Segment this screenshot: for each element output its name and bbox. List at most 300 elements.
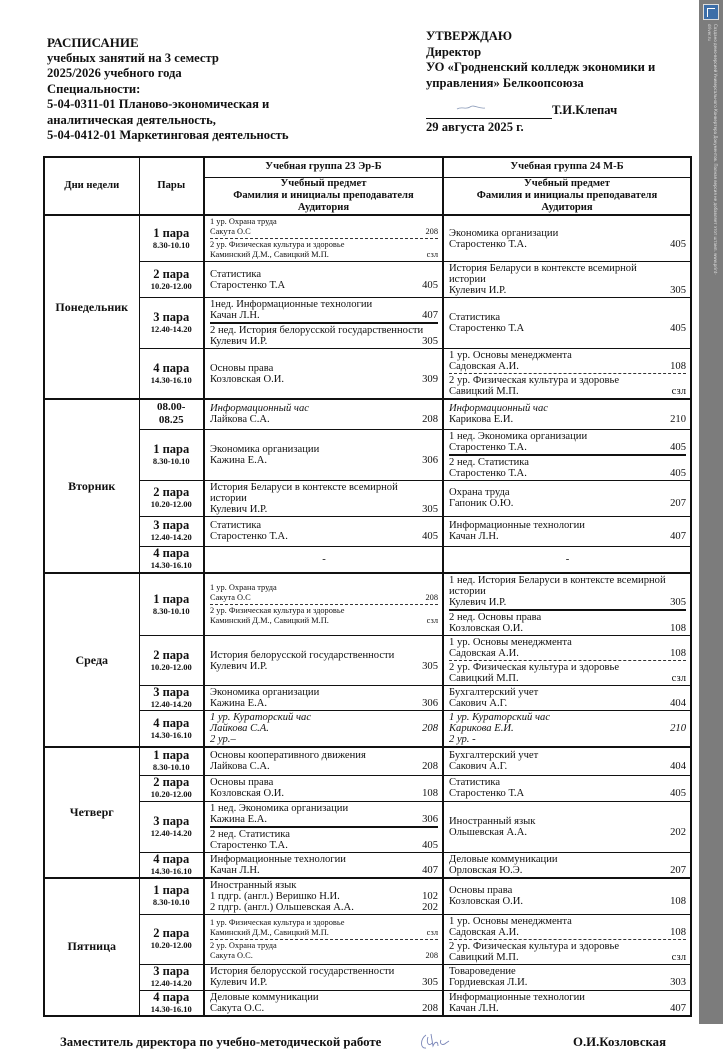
footer-name: О.И.Козловская: [573, 1034, 666, 1049]
subject-name: 2 ур. Физическая культура и здоровье: [449, 940, 620, 952]
lesson-line: [210, 482, 438, 493]
lesson-text: Ольшевская А.А.: [449, 826, 528, 838]
slot-g2: [443, 990, 691, 1016]
lesson: [449, 991, 686, 1015]
lesson-line: [449, 734, 686, 745]
lesson-line: [210, 918, 438, 928]
footer: [60, 1031, 666, 1053]
lesson-line: [449, 520, 686, 531]
slot-content: [205, 991, 442, 1015]
approval-block: [426, 29, 694, 135]
lesson-line: [449, 531, 686, 542]
slot-g1: [204, 573, 443, 636]
room-number: 305: [422, 977, 438, 988]
slot-content: [444, 711, 690, 746]
subject-name: 1 ур. Охрана труда: [210, 217, 277, 226]
lesson-text: Кулевич И.Р.: [210, 977, 268, 988]
lesson-line: [449, 637, 686, 648]
room-number: 108: [670, 361, 686, 372]
slot-g2: [443, 686, 691, 711]
lesson-text: Савицкий М.П.: [449, 673, 519, 684]
slot-content: [205, 965, 442, 989]
table-row: [44, 801, 691, 852]
lesson-line: [449, 750, 686, 761]
col-pairs-header: Пары: [139, 157, 204, 215]
slot-content: [205, 879, 442, 914]
slot-g2: [443, 298, 691, 349]
subhead-line: Учебный предмет: [524, 177, 610, 189]
subject-name: Бухгалтерский учет: [449, 687, 539, 698]
pair-time: 8.30-10.10: [152, 239, 190, 250]
slot-g2: [443, 964, 691, 990]
lesson-line: [210, 941, 438, 951]
lesson-text: истории: [449, 586, 486, 597]
lesson-line: [210, 593, 438, 603]
lesson-text: Каминский Д.М., Савицкий М.П.: [210, 927, 329, 937]
subject-name: Иностранный язык: [210, 879, 297, 891]
lesson: [449, 611, 686, 635]
lesson-line: [449, 623, 686, 634]
room-number: 305: [670, 285, 686, 296]
slot-content: [205, 917, 442, 962]
lesson: [449, 574, 686, 611]
subject-name: История Беларуси в контексте всемирной: [210, 481, 398, 493]
lesson-line: [210, 363, 438, 374]
room-number: 305: [422, 503, 438, 515]
lesson-line: [210, 1003, 438, 1014]
lesson: [210, 239, 438, 261]
day-name: Вторник: [44, 399, 139, 573]
lesson-line: [210, 977, 438, 988]
schedule-title: РАСПИСАНИЕ: [47, 35, 139, 50]
lesson: [210, 481, 438, 516]
lesson-text: Кулевич И.Р.: [210, 336, 268, 347]
room-number: 208: [422, 723, 438, 734]
table-row: [44, 636, 691, 686]
lesson-text: 1 пдгр. (англ.) Веришко Н.И.: [210, 890, 340, 902]
lesson: [210, 802, 438, 828]
slot-g1: [204, 686, 443, 711]
slot-content: [205, 443, 442, 467]
lesson-line: [449, 228, 686, 239]
room-number: 405: [670, 788, 686, 799]
lesson-line: [210, 227, 438, 237]
subhead-line: Фамилия и инициалы преподавателя: [476, 189, 658, 201]
slot-content: [205, 711, 442, 746]
subject-name: 1 ур. Основы менеджмента: [449, 915, 572, 927]
pair-cell: [139, 636, 204, 686]
lesson-line: [210, 606, 438, 616]
lesson-line: [449, 414, 686, 425]
lesson-line: [210, 761, 438, 772]
subhead-line: Аудитория: [541, 201, 593, 213]
lesson-line: [210, 217, 438, 227]
pair-cell: [139, 516, 204, 546]
lesson: [449, 519, 686, 543]
room-number: 306: [422, 698, 438, 709]
lesson-text: Карикова Е.И.: [449, 723, 514, 734]
table-row: [44, 516, 691, 546]
slot-g2: [443, 429, 691, 480]
slot-g1: [204, 546, 443, 573]
table-row: [44, 429, 691, 480]
room-number: 305: [422, 336, 438, 347]
lesson-line: [449, 575, 686, 586]
pair-time: 10.20-12.00: [150, 789, 192, 799]
subject-name: 1 нед. Экономика организации: [449, 430, 588, 442]
room-number: 405: [422, 839, 438, 851]
lesson-line: [210, 280, 438, 291]
table-row: [44, 546, 691, 573]
slot-g1: [204, 215, 443, 262]
lesson: [210, 519, 438, 543]
pair-number: 3 пара: [153, 310, 190, 324]
lesson-line: [210, 777, 438, 788]
lesson-line: [449, 323, 686, 334]
lesson-line: [449, 941, 686, 952]
lesson-text: Садовская А.И.: [449, 361, 519, 372]
lesson-line: [210, 992, 438, 1003]
subject-name: Информационные технологии: [210, 853, 346, 865]
pair-cell: [139, 686, 204, 711]
day-name: Понедельник: [44, 215, 139, 399]
header-line: учебных занятий на 3 семестр: [47, 50, 219, 65]
subhead-line: Аудитория: [297, 201, 350, 213]
slot-g1: [204, 747, 443, 775]
lesson-line: [449, 431, 686, 442]
lesson-text: Садовская А.И.: [449, 648, 519, 659]
lesson-line: [210, 325, 438, 336]
room-number: 404: [670, 698, 686, 709]
lesson-line: [449, 712, 686, 723]
lesson-text: Козловская О.И.: [210, 373, 285, 385]
slot-content: [205, 481, 442, 516]
lesson-line: [210, 583, 438, 593]
table-row: [44, 852, 691, 878]
slot-g2: [443, 546, 691, 573]
approval-org: УО «Гродненский колледж экономики и: [426, 60, 656, 74]
group-header-2: Учебная группа 24 М-Б: [443, 157, 691, 177]
slot-g1: [204, 964, 443, 990]
slot-content: [444, 402, 690, 426]
group-header-1: Учебная группа 23 Эр-Б: [204, 157, 443, 177]
lesson-line: [210, 687, 438, 698]
pair-number: 1 пара: [153, 883, 190, 897]
lesson: [449, 349, 686, 374]
pair-number: 3 пара: [153, 518, 190, 532]
room-number: 405: [670, 238, 686, 250]
lesson-line: [210, 840, 438, 851]
slot-content: [444, 853, 690, 877]
pair-time: 12.40-14.20: [150, 532, 192, 542]
subject-name: 2 нед. Основы права: [449, 612, 542, 623]
lesson-text: Старостенко Т.А: [449, 323, 525, 334]
subject-name: Экономика организации: [210, 443, 320, 455]
room-number: 108: [422, 788, 438, 799]
room-number: 208: [422, 1002, 438, 1014]
slot-content: [444, 776, 690, 800]
subject-name: История белорусской государственности: [210, 649, 395, 661]
pair-number: 2 пара: [153, 647, 190, 662]
subject-name: Статистика: [210, 520, 262, 531]
pair-cell: [139, 349, 204, 400]
lesson-line: [449, 916, 686, 927]
room-number: 305: [422, 660, 438, 672]
lesson-text: Каминский Д.М., Савицкий М.П.: [210, 250, 329, 259]
pair-cell: [139, 801, 204, 852]
room-number: сзл: [671, 673, 686, 684]
lesson-text: Лайкова С.А.: [210, 723, 269, 734]
footer-position: Заместитель директора по учебно-методической работе: [60, 1034, 382, 1049]
day-name: Пятница: [44, 878, 139, 1017]
pair-cell: [139, 262, 204, 298]
pair-cell: [139, 298, 204, 349]
time-start: 08.00-: [157, 401, 186, 414]
signature-line: [426, 106, 552, 119]
slot-g1: [204, 852, 443, 878]
room-number: 405: [670, 323, 686, 334]
subhead-line: Фамилия и инициалы преподавателя: [233, 189, 414, 201]
subject-name: Основы кооперативного движения: [210, 750, 366, 762]
pair-cell: [139, 480, 204, 516]
pair-number: 2 пара: [153, 926, 190, 940]
day-name: Четверг: [44, 747, 139, 878]
pair-cell: [139, 429, 204, 480]
lesson-line: [210, 403, 438, 414]
pair-number: 2 пара: [153, 485, 190, 499]
slot-g1: [204, 636, 443, 686]
lesson: [449, 374, 686, 398]
slot-content: [444, 574, 690, 635]
lesson-text: Старостенко Т.А: [210, 279, 286, 291]
lesson-line: [210, 880, 438, 891]
lesson-line: [449, 885, 686, 896]
subject-name: Деловые коммуникации: [210, 991, 319, 1003]
subject-name: Основы права: [210, 777, 274, 788]
slot-g1: [204, 801, 443, 852]
lesson: [449, 456, 686, 480]
lesson-text: Старостенко Т.А: [449, 788, 525, 799]
lesson-text: Старостенко Т.А.: [449, 238, 527, 250]
slot-g2: [443, 516, 691, 546]
slot-content: [205, 362, 442, 386]
slot-g1: [204, 429, 443, 480]
pair-number: 1 пара: [153, 748, 190, 763]
lesson: [449, 915, 686, 940]
subject-name: Информационные технологии: [449, 520, 585, 531]
lesson-text: Качан Л.Н.: [449, 1002, 499, 1014]
approval-title: УТВЕРЖДАЮ: [426, 29, 513, 43]
slot-content: [444, 815, 690, 839]
pair-time: 14.30-16.10: [150, 865, 192, 876]
lesson-line: [449, 263, 686, 274]
lesson-text: Кажина Е.А.: [210, 813, 268, 825]
slot-g2: [443, 878, 691, 915]
slot-content: [205, 802, 442, 852]
lesson-line: [449, 673, 686, 684]
converter-logo-icon: [703, 4, 719, 20]
slot-g1: [204, 399, 443, 429]
table-row: [44, 747, 691, 775]
lesson-text: Савицкий М.П.: [449, 951, 519, 963]
room-number: 305: [670, 597, 686, 608]
lesson-line: [210, 504, 438, 515]
lesson-line: [449, 612, 686, 623]
lesson: [210, 879, 438, 914]
room-number: 108: [670, 623, 686, 634]
pair-number: 2 пара: [153, 266, 190, 281]
subject-header-2: [443, 177, 691, 215]
table-row: [44, 298, 691, 349]
table-row: [44, 914, 691, 964]
room-number: 210: [670, 723, 686, 734]
pair-time: 14.30-16.10: [150, 374, 192, 385]
lesson-line: [449, 865, 686, 876]
lesson-line: [210, 269, 438, 280]
deputy-signature: [417, 1031, 451, 1053]
lesson-text: Гордиевская Л.И.: [449, 977, 528, 988]
slot-content: [444, 965, 690, 989]
room-number: 207: [670, 864, 686, 876]
subject-name: Иностранный язык: [449, 815, 536, 827]
pair-time: 8.30-10.10: [152, 605, 190, 616]
subject-name: Бухгалтерский учет: [449, 750, 539, 762]
pair-cell: [139, 573, 204, 636]
lesson: [210, 940, 438, 962]
room-number: 108: [670, 926, 686, 938]
header-line: 5-04-0311-01 Планово-экономическая и: [47, 97, 270, 111]
lesson-text: Кажина Е.А.: [210, 454, 268, 466]
pair-time: 12.40-14.20: [150, 978, 192, 988]
lesson-line: [449, 457, 686, 468]
slot-g1: [204, 262, 443, 298]
lesson-line: [210, 854, 438, 865]
lesson-text: Орловская Ю.Э.: [449, 864, 523, 876]
room-number: 405: [670, 467, 686, 479]
room-number: 309: [422, 373, 438, 385]
lesson-line: [210, 374, 438, 385]
lesson: [449, 749, 686, 773]
slot-content: [205, 402, 442, 426]
header-line: 2025/2026 учебного года: [47, 66, 182, 80]
schedule-body: [44, 215, 691, 1016]
subject-name: Статистика: [449, 312, 501, 323]
room-number: сзл: [426, 616, 438, 625]
lesson-line: [210, 616, 438, 626]
pair-time: 8.30-10.10: [152, 455, 190, 466]
lesson-text: Качан Л.Н.: [210, 864, 260, 876]
slot-g1: [204, 878, 443, 915]
room-number: 208: [425, 593, 438, 602]
lesson-text: Козловская О.И.: [210, 788, 285, 799]
lesson-line: [449, 274, 686, 285]
room-number: сзл: [671, 386, 686, 397]
pair-number: 4 пара: [153, 851, 190, 866]
subject-name: Статистика: [210, 268, 262, 280]
lesson: [449, 965, 686, 989]
subject-name: 2 нед. Статистика: [449, 456, 529, 468]
lesson-line: [210, 951, 438, 961]
lesson-line: [449, 350, 686, 361]
subject-name: 2 нед. Статистика: [210, 828, 290, 840]
slot-g2: [443, 775, 691, 801]
lesson-text: Старостенко Т.А.: [210, 531, 288, 542]
subject-name: 1 ур. Физическая культура и здоровье: [210, 917, 345, 927]
lesson-line: [210, 444, 438, 455]
lesson-text: истории: [449, 274, 486, 285]
subject-name: Товароведение: [449, 966, 516, 977]
lesson-line: [449, 788, 686, 799]
schedule-table: [43, 156, 692, 1017]
lesson-line: [449, 777, 686, 788]
lesson-line: [449, 827, 686, 838]
slot-g2: [443, 573, 691, 636]
lesson-line: [210, 712, 438, 723]
pair-time: 12.40-14.20: [150, 827, 192, 838]
room-number: 405: [422, 279, 438, 291]
lesson-line: [449, 648, 686, 659]
lesson-line: [449, 312, 686, 323]
lesson: [210, 324, 438, 348]
lesson: [449, 262, 686, 297]
table-row: [44, 878, 691, 915]
lesson: [449, 636, 686, 661]
subject-name: 1 ур. Кураторский час: [210, 712, 312, 723]
pair-cell: [139, 399, 204, 429]
room-number: 407: [670, 531, 686, 542]
lesson-text: 2 ур.–: [210, 734, 236, 745]
col-days-header: Дни недели: [44, 157, 139, 215]
pair-time: 10.20-12.00: [150, 499, 192, 509]
lesson-line: [449, 498, 686, 509]
pair-time: 14.30-16.10: [150, 729, 192, 740]
slot-g1: [204, 516, 443, 546]
slot-g1: [204, 711, 443, 748]
lesson-line: [449, 992, 686, 1003]
lesson-line: [449, 487, 686, 498]
subhead-line: Учебный предмет: [280, 177, 367, 189]
lesson-line: [449, 361, 686, 372]
table-row: [44, 262, 691, 298]
header-line: 5-04-0412-01 Маркетинговая деятельность: [47, 128, 289, 142]
lesson-line: [210, 966, 438, 977]
room-number: 407: [670, 1002, 686, 1014]
converter-watermark-strip: [699, 0, 723, 1024]
slot-g2: [443, 747, 691, 775]
pair-time: 10.20-12.00: [150, 661, 192, 672]
subject-name: История Беларуси в контексте всемирной: [449, 263, 637, 274]
slot-content: [205, 649, 442, 673]
lesson-line: [449, 597, 686, 608]
lesson-line: [210, 661, 438, 672]
lesson: [449, 661, 686, 685]
lesson-line: [210, 299, 438, 310]
empty-slot: -: [565, 553, 570, 565]
subject-name: Статистика: [449, 777, 501, 788]
lesson-line: [449, 468, 686, 479]
lesson: [449, 486, 686, 510]
subject-name: 1 ур. Основы менеджмента: [449, 637, 572, 648]
lesson-line: [210, 723, 438, 734]
lesson-line: [210, 865, 438, 876]
table-row: [44, 990, 691, 1016]
lesson: [449, 853, 686, 877]
lesson-line: [449, 386, 686, 397]
lesson-line: [210, 531, 438, 542]
slot-g2: [443, 480, 691, 516]
pair-time: 10.20-12.00: [150, 280, 192, 291]
lesson-text: Сакута О.С: [210, 227, 251, 236]
